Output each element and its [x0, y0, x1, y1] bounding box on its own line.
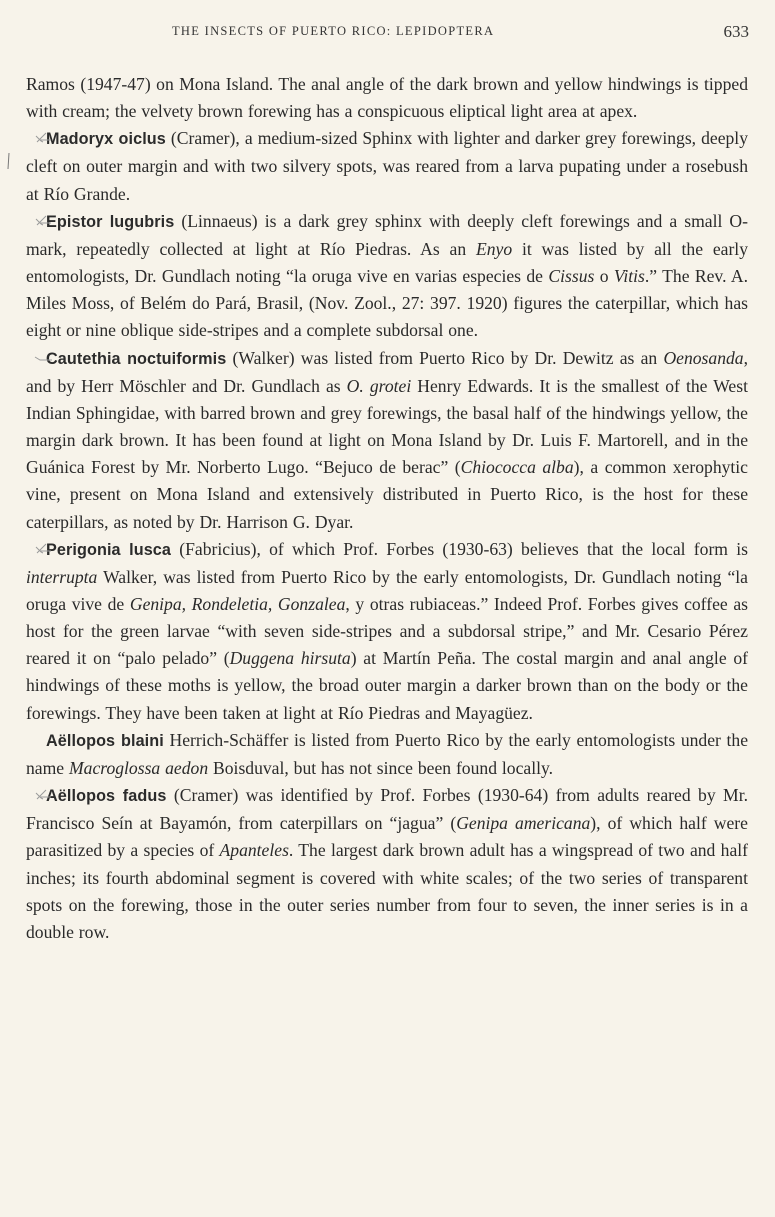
italic-taxon: interrupta: [26, 566, 98, 587]
body-text-run: ), a common xerophytic vine, present on Mona Island and extensively distributed in Puerto Rico, is the host for these caterpillars, as noted by Dr. Harrison G. Dyar.: [26, 457, 748, 532]
page-header: [0, 22, 775, 44]
body-text-run: o: [594, 266, 614, 287]
italic-taxon: Oenosanda: [663, 347, 744, 368]
paragraph-aellopos-blaini: [26, 727, 748, 782]
italic-taxon: Genipa americana: [456, 813, 591, 834]
paragraph-ramos-continuation: [26, 71, 748, 125]
italic-taxon: Genipa, Rondeletia, Gonzalea: [129, 593, 346, 614]
body-text-run: (Cramer), a medium-sized Sphinx with lighter and darker grey forewings, deeply cleft on outer margin and with two silvery spots, was reared from a larva pupating under a rosebush at Río Grande.: [26, 128, 748, 204]
body-text-run: ), of which half were parasitized by a species of: [26, 813, 748, 861]
paragraph-perigonia-lusca: [26, 536, 748, 727]
body-text-run: , and by Herr Möschler and Dr. Gundlach as: [26, 347, 748, 396]
body-text-run: (Walker) was listed from Puerto Rico by Dr. Dewitz as an: [226, 347, 664, 368]
body-text-run: Herrich-Schäffer is listed from Puerto Rico by the early entomologists under the name: [26, 729, 749, 778]
body-text-run: Henry Edwards. It is the smallest of the West Indian Sphingidae, with barred brown and grey forewings, the basal half of the hindwings yellow, the margin dark brown. It has been found at light on Mona Island by Dr. Luis F. Martorell, and in the Guánica Forest by Mr. Norberto Lugo. “Bejuco de berac” (: [26, 375, 748, 478]
body-text-run: .” The Rev. A. Miles Moss, of Belém do Pará, Brasil, (Nov. Zool., 27: 397. 1920) figures the caterpillar, which has eight or nine oblique side-stripes and a complete subdorsal one.: [26, 266, 748, 341]
body-text-run: (Fabricius), of which Prof. Forbes (1930-63) believes that the local form is: [171, 538, 748, 559]
species-name: Perigonia lusca: [46, 540, 172, 559]
margin-tick-mark: [6, 152, 12, 170]
italic-taxon: Vitis: [613, 266, 645, 287]
italic-taxon: Enyo: [475, 238, 513, 259]
italic-taxon: Cissus: [548, 266, 595, 287]
body-text-run: Walker, was listed from Puerto Rico by the early entomologists, Dr. Gundlach noting “la oruga vive de: [26, 566, 748, 614]
margin-check-mark-icon: [34, 786, 54, 804]
italic-taxon: O. grotei: [346, 375, 412, 396]
body-text-run: (Cramer) was identified by Prof. Forbes (1930-64) from adults reared by Mr. Francisco Seín at Bayamón, from caterpillars on “jagua” (: [26, 785, 748, 834]
italic-taxon: Chiococca alba: [460, 457, 574, 478]
paragraph-cautethia-noctuiformis: [26, 345, 748, 536]
species-name: Aëllopos fadus: [46, 787, 167, 806]
margin-dash-mark-icon: [34, 349, 54, 367]
italic-taxon: Macroglossa aedon: [69, 757, 209, 778]
margin-check-mark-icon: [34, 540, 54, 558]
margin-check-mark-icon: [34, 212, 54, 230]
paragraph-epistor-lugubris: [26, 208, 748, 345]
body-text-run: Boisduval, but has not since been found locally.: [208, 757, 554, 778]
body-text-run: it was listed by all the early entomologists, Dr. Gundlach noting “la oruga vive en varias especies de: [26, 238, 748, 287]
body-text-run: . The largest dark brown adult has a wingspread of two and half inches; its fourth abdominal segment is covered with white scales; of the two series of transparent spots on the forewing, those in the outer series number from four to seven, the inner series is in a double row.: [26, 840, 748, 942]
body-text-run: (Linnaeus) is a dark grey sphinx with deeply cleft forewings and a small O-mark, repeatedly collected at light at Río Piedras. As an: [26, 210, 748, 259]
species-name: Cautethia noctuiformis: [46, 349, 227, 368]
page-number: 633: [723, 22, 749, 41]
species-name: Aëllopos blaini: [46, 731, 164, 750]
paragraph-aellopos-fadus: [26, 782, 748, 946]
species-name: Epistor lugubris: [46, 212, 175, 231]
body-text-run: Ramos (1947-47) on Mona Island. The anal angle of the dark brown and yellow hindwings is tipped with cream; the velvety brown forewing has a conspicuous eliptical light area at apex.: [26, 74, 748, 122]
italic-taxon: Apanteles: [219, 840, 289, 861]
body-text-run: ) at Martín Peña. The costal margin and anal angle of hindwings of these moths is yellow, the broad outer margin a darker brown than on the body or the forewings. They have been taken at light at Río Piedras and Mayagüez.: [26, 648, 749, 723]
body-text-run: , y otras rubiaceas.” Indeed Prof. Forbes gives coffee as host for the green larvae “with seven side-stripes and a subdorsal stripe,” and Mr. Cesario Pérez reared it on “palo pelado” (: [26, 593, 748, 669]
species-name: Madoryx oiclus: [46, 130, 166, 149]
margin-check-mark-icon: [34, 129, 54, 147]
italic-taxon: Duggena hirsuta: [229, 648, 351, 669]
running-title: THE INSECTS OF PUERTO RICO: LEPIDOPTERA: [172, 24, 495, 38]
body-text: [26, 71, 748, 946]
paragraph-madoryx-oiclus: [26, 125, 748, 207]
